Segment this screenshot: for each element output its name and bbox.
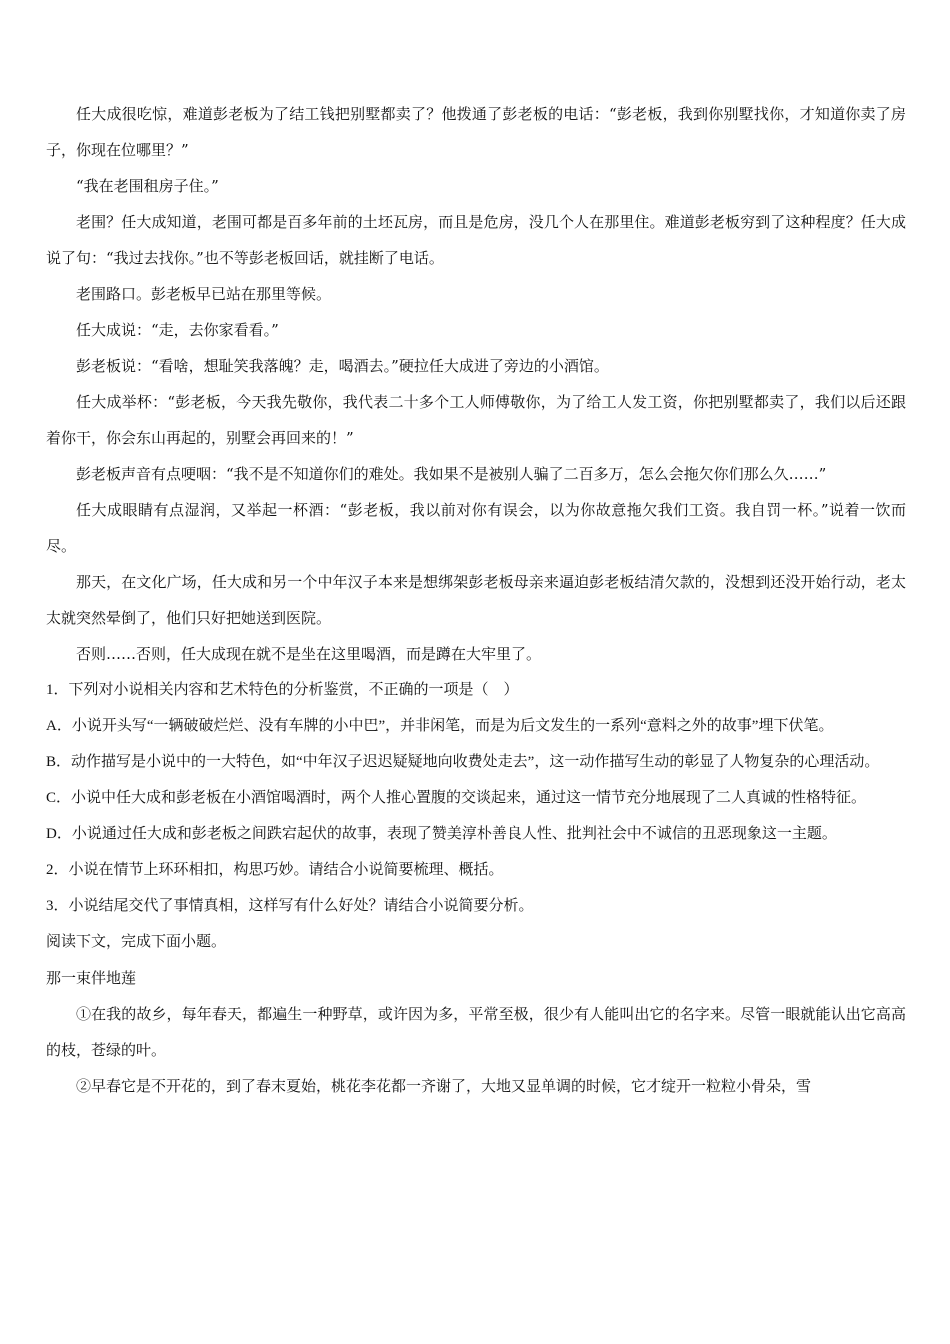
story-paragraph-1: 任大成很吃惊，难道彭老板为了结工钱把别墅都卖了？他拨通了彭老板的电话：“彭老板，我到你别墅找你，才知道你卖了房子，你现在位哪里？” bbox=[46, 105, 906, 159]
article-title: 那一束伴地莲 bbox=[46, 969, 137, 987]
story-paragraph-5: 任大成说：“走，去你家看看。” bbox=[76, 321, 279, 339]
story-paragraph-2: “我在老围租房子住。” bbox=[76, 177, 219, 195]
document-page bbox=[46, 96, 906, 1104]
question-1-option-c: C．小说中任大成和彭老板在小酒馆喝酒时，两个人推心置腹的交谈起来，通过这一情节充分地展现了二人真诚的性格特征。 bbox=[46, 790, 867, 806]
story-paragraph-8: 彭老板声音有点哽咽：“我不是不知道你们的难处。我如果不是被别人骗了二百多万，怎么会拖欠你们那么久……” bbox=[76, 465, 827, 483]
question-1-option-d: D．小说通过任大成和彭老板之间跌宕起伏的故事，表现了赞美淳朴善良人性、批判社会中不诚信的丑恶现象这一主题。 bbox=[46, 826, 837, 842]
article-paragraph-1: ①在我的故乡，每年春天，都遍生一种野草，或许因为多，平常至极，很少有人能叫出它的名字来。尽管一眼就能认出它高高的枝，苍绿的叶。 bbox=[46, 1005, 906, 1059]
question-1-option-a: A．小说开头写“一辆破破烂烂、没有车牌的小中巴”，并非闲笔，而是为后文发生的一系列“意料之外的故事”埋下伏笔。 bbox=[46, 718, 834, 734]
story-paragraph-6: 彭老板说：“看啥，想耻笑我落魄？走，喝酒去。”硬拉任大成进了旁边的小酒馆。 bbox=[76, 357, 609, 375]
article-paragraph-2: ②早春它是不开花的，到了春末夏始，桃花李花都一齐谢了，大地又显单调的时候，它才绽开一粒粒小骨朵，雪 bbox=[76, 1077, 812, 1095]
reading-instruction: 阅读下文，完成下面小题。 bbox=[46, 934, 227, 950]
story-paragraph-3: 老围？任大成知道，老围可都是百多年前的土坯瓦房，而且是危房，没几个人在那里住。难道彭老板穷到了这种程度？任大成说了句：“我过去找你。”也不等彭老板回话，就挂断了电话。 bbox=[46, 213, 906, 267]
question-1: 1．下列对小说相关内容和艺术特色的分析鉴赏，不正确的一项是（ ） bbox=[46, 682, 519, 698]
story-paragraph-11: 否则……否则，任大成现在就不是坐在这里喝酒，而是蹲在大牢里了。 bbox=[76, 645, 542, 663]
story-paragraph-4: 老围路口。彭老板早已站在那里等候。 bbox=[76, 285, 332, 303]
question-2: 2．小说在情节上环环相扣，构思巧妙。请结合小说简要梳理、概括。 bbox=[46, 862, 504, 878]
question-3: 3．小说结尾交代了事情真相，这样写有什么好处？请结合小说简要分析。 bbox=[46, 898, 534, 914]
story-paragraph-10: 那天，在文化广场，任大成和另一个中年汉子本来是想绑架彭老板母亲来逼迫彭老板结清欠款的，没想到还没开始行动，老太太就突然晕倒了，他们只好把她送到医院。 bbox=[46, 573, 906, 627]
story-paragraph-7: 任大成举杯：“彭老板，今天我先敬你，我代表二十多个工人师傅敬你，为了给工人发工资，你把别墅都卖了，我们以后还跟着你干，你会东山再起的，别墅会再回来的！” bbox=[46, 393, 906, 447]
question-1-option-b: B．动作描写是小说中的一大特色，如“中年汉子迟迟疑疑地向收费处走去”，这一动作描写生动的彰显了人物复杂的心理活动。 bbox=[46, 754, 880, 770]
story-paragraph-9: 任大成眼睛有点湿润，又举起一杯酒：“彭老板，我以前对你有误会，以为你故意拖欠我们工资。我自罚一杯。”说着一饮而尽。 bbox=[46, 501, 906, 555]
